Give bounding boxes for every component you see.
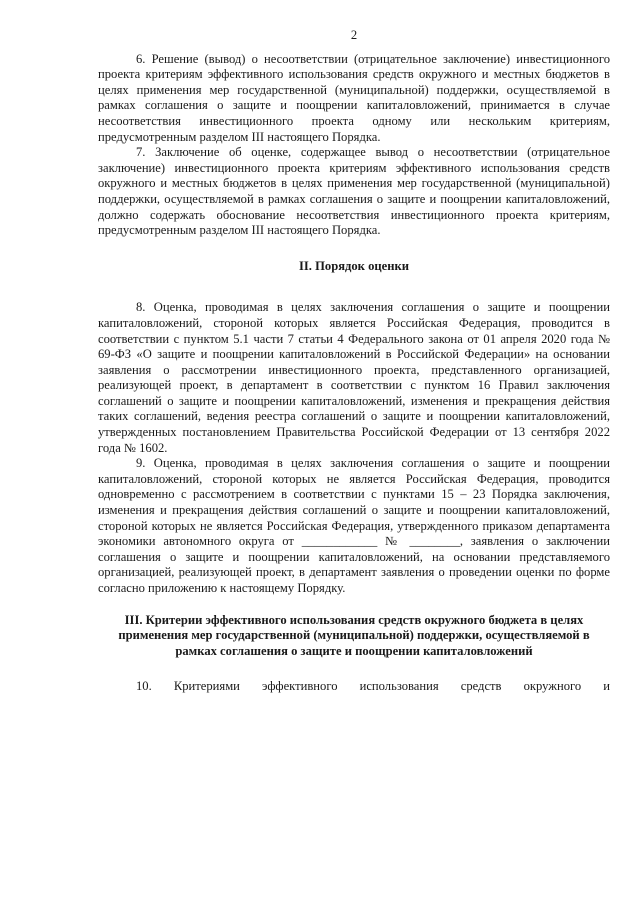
paragraph-10: 10. Критериями эффективного использования средств окружного и — [136, 679, 610, 694]
paragraph-9: 9. Оценка, проводимая в целях заключения соглашения о защите и поощрении капиталовложений, стороной которых не является Российская Федерация, проводится одновременно с рассмотрением в соответствии с пунктами 15 – 23 Порядка заключения, изменения и прекращения действия соглашений о защите и поощрении капиталовложений, стороной которых не является Российская Федерация, утвержденного приказом департамента экономики автономного округа от ____________ № ________, заявления о заключении соглашения о защите и поощрении капиталовложений, на основании представляемого организацией, реализующей проект, в департамент заявления о проведении оценки по форме согласно приложению к настоящему Порядку. — [98, 456, 610, 595]
page-number: 2 — [350, 28, 358, 42]
section-3-heading: III. Критерии эффективного использования средств окружного бюджета в целях применения мер государственной (муниципальной) поддержки, осуществляемой в рамках соглашения о защите и поощрении капиталовложений — [118, 612, 590, 658]
document-page — [98, 28, 610, 695]
paragraph-7: 7. Заключение об оценке, содержащее вывод о несоответствии (отрицательное заключение) инвестиционного проекта критериям эффективного использования средств окружного и местных бюджетов в целях применения мер государственной (муниципальной) поддержки, осуществляемой в рамках соглашения о защите и поощрении капиталовложений, должно содержать обоснование несоответствия инвестиционного проекта критериям, предусмотренным разделом III настоящего Порядка. — [98, 145, 610, 238]
section-2-heading: II. Порядок оценки — [299, 258, 409, 273]
paragraph-8: 8. Оценка, проводимая в целях заключения соглашения о защите и поощрении капиталовложений, стороной которых является Российская Федерация, проводится в соответствии с пунктом 5.1 части 7 статьи 4 Федерального закона от 01 апреля 2020 года № 69-ФЗ «О защите и поощрении капиталовложений в Российской Федерации» на основании заявления о рассмотрении инвестиционного проекта, представленного организацией, реализующей проект, в департамент в соответствии с пунктом 16 Правил заключения соглашений о защите и поощрении капиталовложений, изменения и прекращения действия таких соглашений, ведения реестра соглашений о защите и поощрении капиталовложений, утвержденных постановлением Правительства Российской Федерации от 13 сентября 2022 года № 1602. — [98, 300, 610, 455]
paragraph-6: 6. Решение (вывод) о несоответствии (отрицательное заключение) инвестиционного проекта критериям эффективного использования средств окружного и местных бюджетов в целях применения мер государственной (муниципальной) поддержки, осуществляемой в рамках соглашения о защите и поощрении капиталовложений, принимается в случае несоответствия инвестиционного проекта одному или нескольким критериям, предусмотренным разделом III настоящего Порядка. — [98, 51, 610, 144]
